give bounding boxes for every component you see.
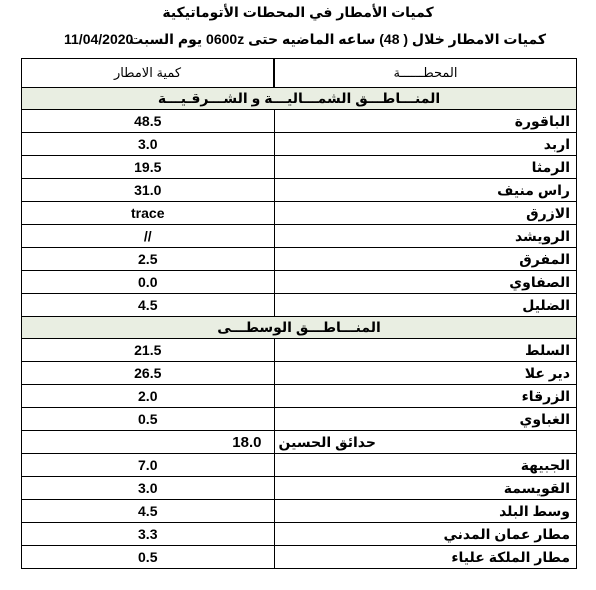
table-row bbox=[22, 454, 577, 477]
rain-amount: 7.0 bbox=[22, 454, 275, 477]
station-name: المفرق bbox=[274, 248, 577, 271]
table-row bbox=[22, 156, 577, 179]
station-name: الازرق bbox=[274, 202, 577, 225]
table-row bbox=[22, 408, 577, 431]
station-name: مطار الملكة علياء bbox=[274, 546, 577, 569]
station-name: اربد bbox=[274, 133, 577, 156]
rain-amount: trace bbox=[22, 202, 275, 225]
station-name: الغباوي bbox=[274, 408, 577, 431]
rain-amount: 19.5 bbox=[22, 156, 275, 179]
region-name: المنـــاطـــق الوسطـــى bbox=[22, 317, 577, 339]
rain-amount: 26.5 bbox=[22, 362, 275, 385]
station-name: راس منيف bbox=[274, 179, 577, 202]
rainfall-table bbox=[21, 58, 577, 569]
station-name: الرويشد bbox=[274, 225, 577, 248]
page-title: كميات الأمطار في المحطات الأتوماتيكية bbox=[162, 4, 434, 20]
station-name: الزرقاء bbox=[274, 385, 577, 408]
table-header-row bbox=[22, 59, 577, 88]
rain-amount: 4.5 bbox=[22, 294, 275, 317]
station-name: حدائق الحسين bbox=[274, 431, 577, 454]
table-row bbox=[22, 225, 577, 248]
column-header-amount: كمية الامطار bbox=[22, 59, 275, 88]
table-row bbox=[22, 546, 577, 569]
rain-amount: 18.0 bbox=[22, 431, 275, 454]
region-name: المنـــاطـــق الشمـــاليـــة و الشـــرقـيـــة bbox=[22, 88, 577, 110]
rain-amount: 3.0 bbox=[22, 133, 275, 156]
rain-amount: // bbox=[22, 225, 275, 248]
table-row bbox=[22, 477, 577, 500]
report-date: 11/04/2020 bbox=[64, 31, 134, 47]
table-row bbox=[22, 248, 577, 271]
rain-amount: 3.3 bbox=[22, 523, 275, 546]
rain-amount: 2.0 bbox=[22, 385, 275, 408]
rain-amount: 2.5 bbox=[22, 248, 275, 271]
rain-amount: 0.0 bbox=[22, 271, 275, 294]
rain-amount: 31.0 bbox=[22, 179, 275, 202]
table-row bbox=[22, 362, 577, 385]
column-header-station: المحطــــــة bbox=[274, 59, 577, 88]
table-row bbox=[22, 202, 577, 225]
table-row bbox=[22, 500, 577, 523]
table-row bbox=[22, 339, 577, 362]
rain-amount: 0.5 bbox=[22, 546, 275, 569]
station-name: الرمثا bbox=[274, 156, 577, 179]
table-row bbox=[22, 294, 577, 317]
table-row bbox=[22, 179, 577, 202]
station-name: الجبيهة bbox=[274, 454, 577, 477]
table-row bbox=[22, 523, 577, 546]
station-name: السلط bbox=[274, 339, 577, 362]
rain-amount: 4.5 bbox=[22, 500, 275, 523]
table-row bbox=[22, 431, 577, 454]
station-name: الصفاوي bbox=[274, 271, 577, 294]
station-name: وسط البلد bbox=[274, 500, 577, 523]
table-row bbox=[22, 110, 577, 133]
station-name: القويسمة bbox=[274, 477, 577, 500]
station-name: دير علا bbox=[274, 362, 577, 385]
table-row bbox=[22, 385, 577, 408]
rain-amount: 3.0 bbox=[22, 477, 275, 500]
subtitle-text: كميات الامطار خلال ( 48) ساعه الماضيه حتى 0600z يوم السبت bbox=[129, 31, 546, 47]
region-header-row bbox=[22, 88, 577, 110]
table-row bbox=[22, 271, 577, 294]
region-header-row bbox=[22, 317, 577, 339]
station-name: مطار عمان المدني bbox=[274, 523, 577, 546]
rain-amount: 0.5 bbox=[22, 408, 275, 431]
rain-amount: 48.5 bbox=[22, 110, 275, 133]
table-row bbox=[22, 133, 577, 156]
station-name: الضليل bbox=[274, 294, 577, 317]
station-name: الباقورة bbox=[274, 110, 577, 133]
rain-amount: 21.5 bbox=[22, 339, 275, 362]
